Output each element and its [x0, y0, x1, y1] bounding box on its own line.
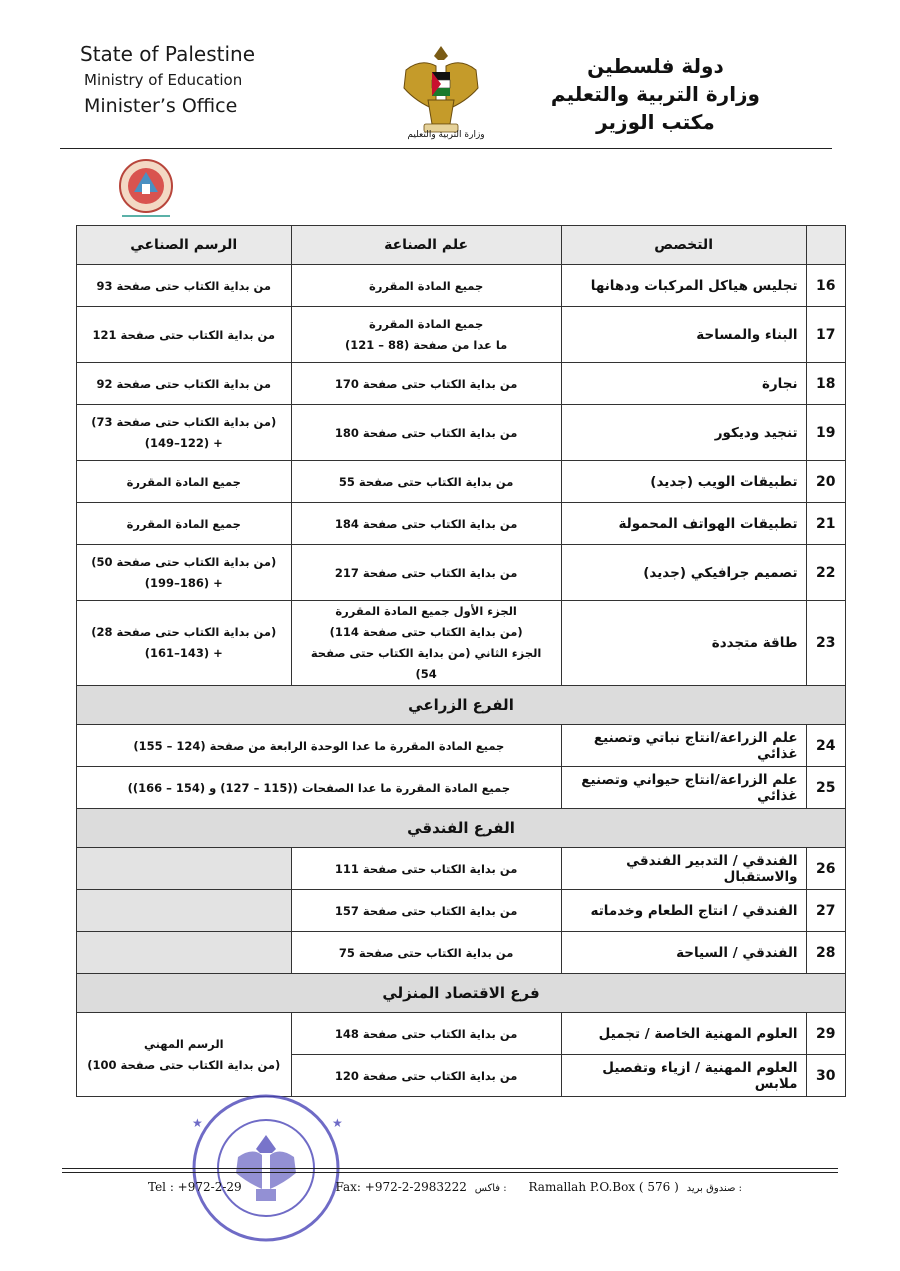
specialization-cell: الفندقي / السياحة: [561, 932, 806, 974]
cell-line: + (122–149): [144, 435, 223, 450]
section-title: الفرع الزراعي: [77, 686, 846, 725]
header-industrial-drawing: الرسم الصناعي: [77, 226, 292, 265]
svg-text:★: ★: [192, 1116, 203, 1130]
industrial-drawing-cell: [77, 405, 292, 461]
footer-contact: [148, 1180, 798, 1194]
footer-telephone: Tel : +972-2-29: [148, 1180, 242, 1194]
cell-line: + (143–161): [144, 646, 223, 660]
arabic-letterhead: [551, 52, 760, 136]
svg-text:★: ★: [332, 1116, 343, 1130]
specialization-cell: الفندقي / التدبير الفندقي والاستقبال: [561, 848, 806, 890]
syllabus-cell: جميع المادة المقررة ما عدا الصفحات ((115 – 127) و (154 – 166)): [77, 767, 562, 809]
row-number: 30: [806, 1055, 845, 1097]
industrial-drawing-cell: من بداية الكتاب حتى صفحة 92: [77, 363, 292, 405]
industrial-drawing-cell: جميع المادة المقررة: [77, 503, 292, 545]
specialization-cell: العلوم المهنية الخاصة / تجميل: [561, 1013, 806, 1055]
table-row: [77, 307, 846, 363]
empty-drawing-cell: [77, 932, 292, 974]
specialization-cell: تصميم جرافيكي (جديد): [561, 545, 806, 601]
footer-fax: Fax: +972-2-2983222: [335, 1180, 467, 1194]
arabic-state-name: دولة فلسطين: [587, 54, 724, 78]
cell-line: (من بداية الكتاب حتى صفحة 114): [329, 625, 523, 639]
specialization-cell: تطبيقات الهواتف المحمولة: [561, 503, 806, 545]
english-state-name: State of Palestine: [80, 42, 256, 66]
empty-drawing-cell: [77, 890, 292, 932]
emblem-caption: وزارة التربية والتعليم: [407, 130, 485, 140]
table-row: [77, 503, 846, 545]
section-title: فرع الاقتصاد المنزلي: [77, 974, 846, 1013]
table-row: [77, 405, 846, 461]
specialization-cell: تطبيقات الويب (جديد): [561, 461, 806, 503]
row-number: 25: [806, 767, 845, 809]
industrial-science-cell: من بداية الكتاب حتى صفحة 55: [291, 461, 561, 503]
table-row: [77, 890, 846, 932]
english-office-name: Minister’s Office: [84, 95, 238, 117]
industrial-science-cell: من بداية الكتاب حتى صفحة 170: [291, 363, 561, 405]
row-number: 19: [806, 405, 845, 461]
table-row: [77, 1013, 846, 1055]
industrial-science-cell: جميع المادة المقررة: [291, 265, 561, 307]
cell-line: (من بداية الكتاب حتى صفحة 28): [91, 625, 277, 639]
specialization-cell: الفندقي / انتاج الطعام وخدماته: [561, 890, 806, 932]
row-number: 28: [806, 932, 845, 974]
specialization-cell: طاقة متجددة: [561, 601, 806, 686]
table-row: [77, 767, 846, 809]
footer-fax-arabic: فاكس :: [474, 1183, 507, 1194]
industrial-science-cell: من بداية الكتاب حتى صفحة 75: [291, 932, 561, 974]
table-row: [77, 363, 846, 405]
cell-line: (من بداية الكتاب حتى صفحة 100): [87, 1057, 281, 1072]
syllabus-cell: جميع المادة المقررة ما عدا الوحدة الرابعة من صفحة (124 – 155): [77, 725, 562, 767]
table-row: [77, 265, 846, 307]
row-number: 27: [806, 890, 845, 932]
cell-line: الجزء الأول جميع المادة المقررة: [335, 604, 517, 618]
specialization-cell: نجارة: [561, 363, 806, 405]
specialization-cell: تنجيد وديكور: [561, 405, 806, 461]
header-industrial-science: علم الصناعة: [291, 226, 561, 265]
cell-line: الرسم المهني: [143, 1036, 224, 1051]
specialization-cell: علم الزراعة/انتاج حيواني وتصنيع غذائي: [561, 767, 806, 809]
english-letterhead: [80, 40, 255, 120]
table-row: [77, 932, 846, 974]
table-row: [77, 461, 846, 503]
cell-line: جميع المادة المقررة: [368, 316, 484, 331]
industrial-drawing-cell: من بداية الكتاب حتى صفحة 121: [77, 307, 292, 363]
cell-line: (من بداية الكتاب حتى صفحة 50): [91, 554, 277, 569]
cell-line: ما عدا من صفحة (88 – 121): [344, 337, 508, 352]
table-row: [77, 545, 846, 601]
cell-line: الجزء الثاني (من بداية الكتاب حتى صفحة 54): [310, 646, 542, 681]
industrial-drawing-cell: جميع المادة المقررة: [77, 461, 292, 503]
specialization-cell: علم الزراعة/انتاج نباتي وتصنيع غذائي: [561, 725, 806, 767]
footer-pobox-arabic: صندوق بريد :: [686, 1183, 743, 1194]
row-number: 24: [806, 725, 845, 767]
row-number: 18: [806, 363, 845, 405]
section-header-agricultural: [77, 686, 846, 725]
arabic-ministry-name: وزارة التربية والتعليم: [550, 82, 760, 106]
table-header-row: [77, 226, 846, 265]
industrial-drawing-cell: من بداية الكتاب حتى صفحة 93: [77, 265, 292, 307]
row-number: 16: [806, 265, 845, 307]
row-number: 26: [806, 848, 845, 890]
section-header-home-economics: [77, 974, 846, 1013]
row-number: 22: [806, 545, 845, 601]
industrial-science-cell: [291, 601, 561, 686]
industrial-science-cell: من بداية الكتاب حتى صفحة 157: [291, 890, 561, 932]
footer-divider: [62, 1168, 838, 1169]
row-number: 21: [806, 503, 845, 545]
header-number: [806, 226, 845, 265]
table-row: [77, 601, 846, 686]
section-title: الفرع الفندقي: [77, 809, 846, 848]
header-specialization: التخصص: [561, 226, 806, 265]
industrial-drawing-cell: [77, 601, 292, 686]
jerusalem-logo: [108, 158, 184, 222]
table-row: [77, 848, 846, 890]
industrial-science-cell: من بداية الكتاب حتى صفحة 148: [291, 1013, 561, 1055]
english-ministry-name: Ministry of Education: [84, 71, 243, 89]
specialization-cell: تجليس هياكل المركبات ودهانها: [561, 265, 806, 307]
row-number: 20: [806, 461, 845, 503]
specialization-cell: البناء والمساحة: [561, 307, 806, 363]
industrial-science-cell: من بداية الكتاب حتى صفحة 184: [291, 503, 561, 545]
palestine-eagle-emblem: [396, 40, 486, 144]
industrial-science-cell: من بداية الكتاب حتى صفحة 120: [291, 1055, 561, 1097]
section-header-hotel: [77, 809, 846, 848]
footer-divider: [62, 1172, 838, 1173]
header-divider: [60, 148, 832, 149]
cell-line: + (186–199): [144, 575, 223, 590]
specialization-cell: العلوم المهنية / ازياء وتفصيل ملابس: [561, 1055, 806, 1097]
industrial-science-cell: من بداية الكتاب حتى صفحة 111: [291, 848, 561, 890]
industrial-science-cell: من بداية الكتاب حتى صفحة 180: [291, 405, 561, 461]
footer-pobox: Ramallah P.O.Box ( 576 ): [528, 1180, 679, 1194]
row-number: 23: [806, 601, 845, 686]
cell-line: (من بداية الكتاب حتى صفحة 73): [91, 414, 277, 429]
industrial-science-cell: [291, 307, 561, 363]
arabic-office-name: مكتب الوزير: [596, 110, 715, 134]
curriculum-table: [76, 225, 846, 1097]
industrial-science-cell: من بداية الكتاب حتى صفحة 217: [291, 545, 561, 601]
empty-drawing-cell: [77, 848, 292, 890]
row-number: 29: [806, 1013, 845, 1055]
industrial-drawing-cell: [77, 545, 292, 601]
table-row: [77, 725, 846, 767]
row-number: 17: [806, 307, 845, 363]
